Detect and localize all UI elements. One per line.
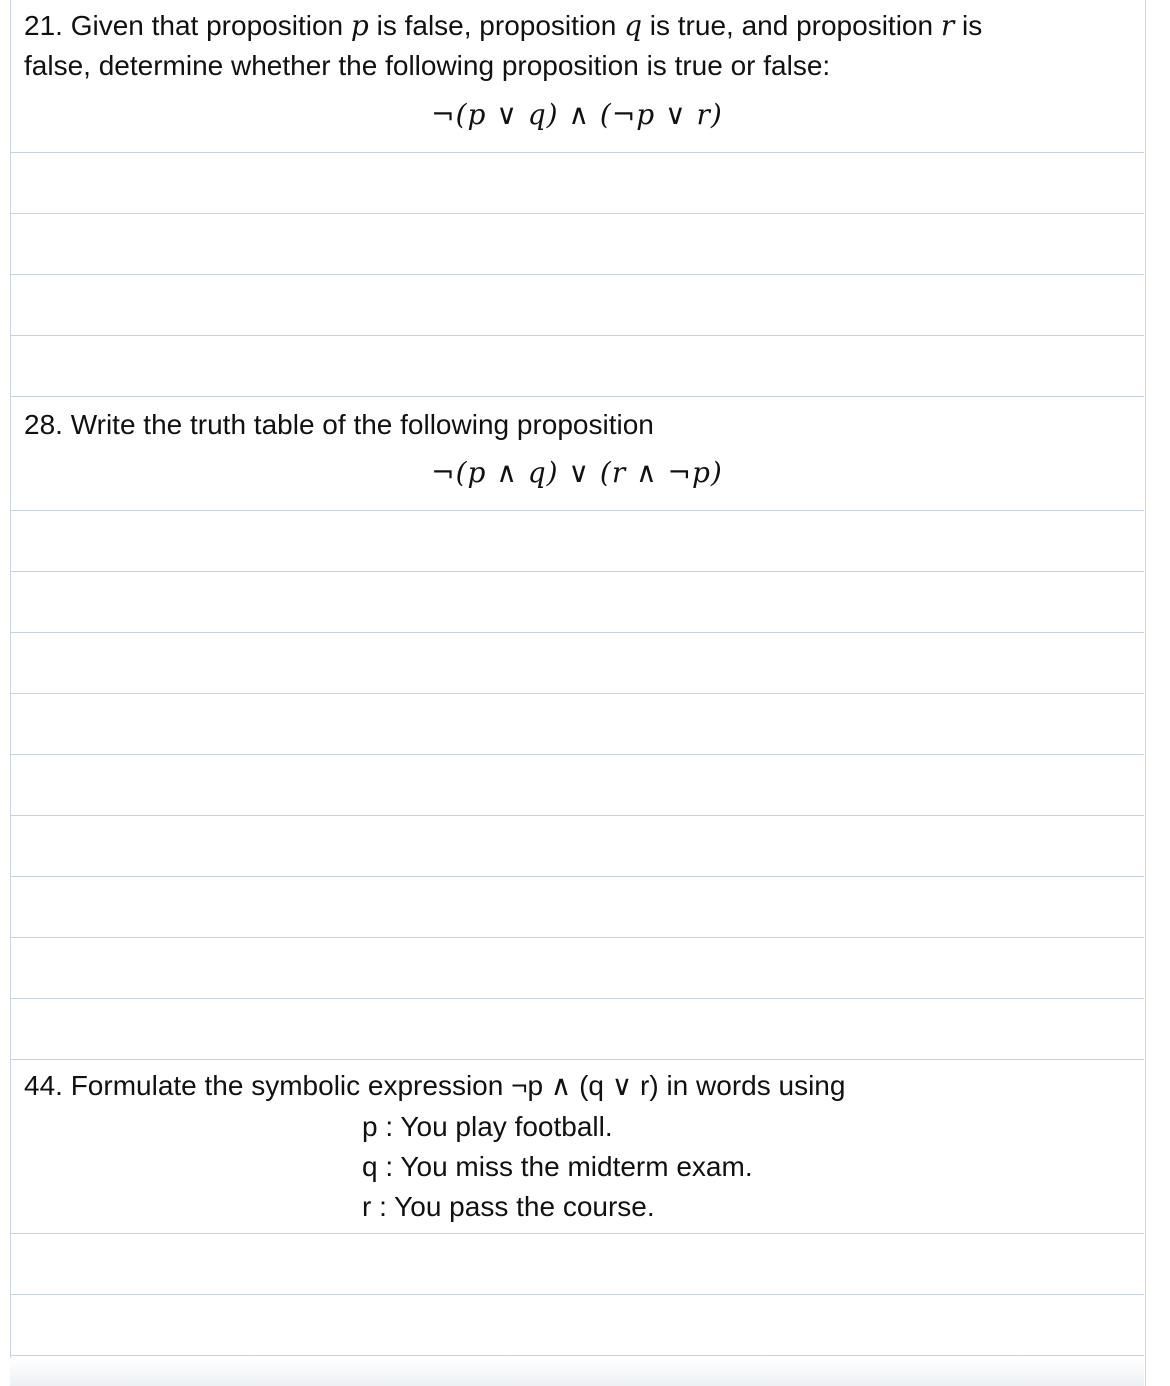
question-28-text: 28. Write the truth table of the following proposition	[24, 409, 654, 440]
answer-line	[10, 815, 1144, 816]
answer-line	[10, 213, 1144, 214]
answer-line	[10, 1294, 1144, 1295]
answer-line	[10, 1059, 1144, 1060]
answer-line	[10, 335, 1144, 336]
answer-line	[10, 1233, 1144, 1234]
definition-q: q : You miss the midterm exam.	[362, 1151, 753, 1182]
definition-p: p : You play football.	[362, 1111, 613, 1142]
answer-line	[10, 632, 1144, 633]
question-21-text: is	[954, 10, 983, 41]
variable-r: r	[940, 9, 955, 42]
variable-q: q	[624, 9, 642, 42]
answer-line	[10, 396, 1144, 397]
answer-line	[10, 754, 1144, 755]
answer-line	[10, 693, 1144, 694]
answer-line	[10, 510, 1144, 511]
question-21-text: 21. Given that proposition	[24, 10, 351, 41]
answer-line	[10, 274, 1144, 275]
question-21-line-1	[24, 6, 982, 46]
answer-line	[10, 998, 1144, 999]
question-21-line-2: false, determine whether the following proposition is true or false:	[24, 50, 831, 81]
question-21-text: is true, and proposition	[642, 10, 941, 41]
variable-p: p	[350, 9, 369, 42]
answer-line	[10, 571, 1144, 572]
answer-line	[10, 152, 1144, 153]
answer-line	[10, 876, 1144, 877]
question-21-formula: ¬(p ∨ q) ∧ (¬p ∨ r)	[431, 98, 723, 131]
question-21-text: is false, proposition	[368, 10, 625, 41]
answer-line	[10, 1355, 1144, 1356]
question-28-formula: ¬(p ∧ q) ∨ (r ∧ ¬p)	[431, 456, 723, 489]
page-bottom-shadow	[10, 1358, 1144, 1386]
answer-line	[10, 937, 1144, 938]
question-44-text: 44. Formulate the symbolic expression ¬p ∧ (q ∨ r) in words using	[24, 1070, 846, 1101]
definition-r: r : You pass the course.	[362, 1191, 655, 1222]
